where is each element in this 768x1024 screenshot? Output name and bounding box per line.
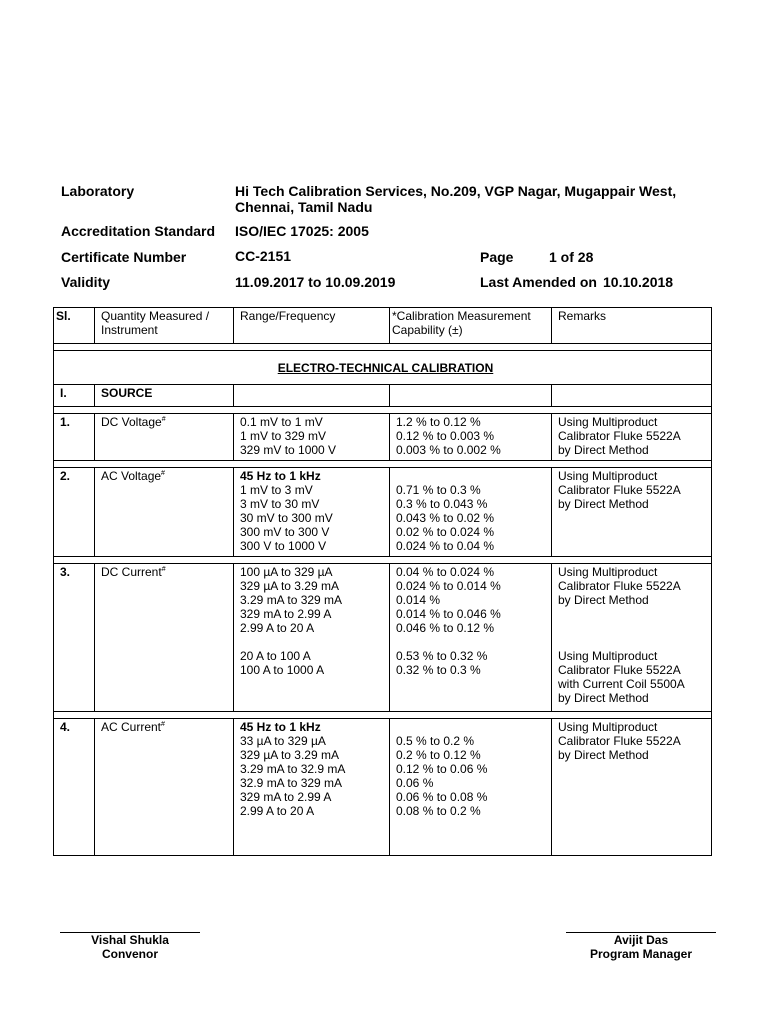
cmc-value: 0.53 % to 0.32 % bbox=[396, 649, 488, 663]
range-value: 300 mV to 300 V bbox=[240, 525, 330, 539]
remarks-text: Using Multiproduct bbox=[558, 649, 658, 663]
remarks-text: Calibrator Fluke 5522A bbox=[558, 663, 681, 677]
range-value: 20 A to 100 A bbox=[240, 649, 311, 663]
range-value: 300 V to 1000 V bbox=[240, 539, 327, 553]
row-number: 4. bbox=[60, 720, 71, 734]
remarks-text: Using Multiproduct bbox=[558, 720, 658, 734]
right-signatory-role: Program Manager bbox=[589, 947, 693, 961]
cmc-value: 1.2 % to 0.12 % bbox=[396, 415, 481, 429]
quantity-label: AC Current bbox=[101, 720, 162, 734]
cmc-value: 0.04 % to 0.024 % bbox=[396, 565, 495, 579]
cmc-value: 0.024 % to 0.014 % bbox=[396, 579, 501, 593]
range-value: 329 µA to 3.29 mA bbox=[240, 748, 339, 762]
range-value: 329 µA to 3.29 mA bbox=[240, 579, 339, 593]
cmc-value: 0.08 % to 0.2 % bbox=[396, 804, 481, 818]
range-value: 100 µA to 329 µA bbox=[240, 565, 333, 579]
range-value: 3.29 mA to 329 mA bbox=[240, 593, 343, 607]
table-header-row bbox=[54, 308, 712, 344]
header-quantity: Quantity Measured / Instrument bbox=[95, 308, 234, 344]
section-title: ELECTRO-TECHNICAL CALIBRATION bbox=[54, 351, 712, 385]
header-cmc: *Calibration Measurement Capability (±) bbox=[390, 308, 552, 344]
cmc-value: 0.12 % to 0.06 % bbox=[396, 762, 488, 776]
remarks-text: Using Multiproduct bbox=[558, 565, 658, 579]
cmc-value: 0.06 % to 0.08 % bbox=[396, 790, 488, 804]
range-value: 32.9 mA to 329 mA bbox=[240, 776, 343, 790]
range-value: 329 mA to 2.99 A bbox=[240, 607, 332, 621]
frequency-band: 45 Hz to 1 kHz bbox=[240, 469, 321, 483]
range-value: 329 mV to 1000 V bbox=[240, 443, 337, 457]
range-value: 1 mV to 329 mV bbox=[240, 429, 327, 443]
header-remarks: Remarks bbox=[552, 308, 712, 344]
range-value: 2.99 A to 20 A bbox=[240, 621, 315, 635]
accreditation-mark: # bbox=[161, 416, 166, 423]
range-value: 30 mV to 300 mV bbox=[240, 511, 333, 525]
validity-label: Validity bbox=[61, 274, 111, 290]
accreditation-mark: # bbox=[161, 566, 166, 573]
standard-label: Accreditation Standard bbox=[61, 223, 216, 239]
accreditation-mark: # bbox=[161, 470, 165, 477]
left-signatory-name: Vishal Shukla bbox=[91, 933, 169, 947]
cmc-value: 0.32 % to 0.3 % bbox=[396, 663, 481, 677]
cmc-value: 0.043 % to 0.02 % bbox=[396, 511, 495, 525]
row-number: 1. bbox=[60, 415, 71, 429]
remarks-text: Calibrator Fluke 5522A bbox=[558, 429, 681, 443]
certificate-label: Certificate Number bbox=[61, 249, 187, 265]
range-value: 100 A to 1000 A bbox=[240, 663, 325, 677]
source-row bbox=[54, 385, 712, 407]
remarks-text: Using Multiproduct bbox=[558, 469, 658, 483]
cmc-value: 0.5 % to 0.2 % bbox=[396, 734, 475, 748]
remarks-text: by Direct Method bbox=[558, 443, 649, 457]
quantity-label: DC Current bbox=[101, 565, 162, 579]
cmc-value: 0.3 % to 0.043 % bbox=[396, 497, 488, 511]
header-range: Range/Frequency bbox=[234, 308, 390, 344]
cmc-value: 0.02 % to 0.024 % bbox=[396, 525, 495, 539]
laboratory-value: Hi Tech Calibration Services, No.209, VGP Nagar, Mugappair West, Chennai, Tamil Nadu bbox=[235, 183, 677, 215]
table-row bbox=[54, 468, 712, 557]
left-signatory-role: Convenor bbox=[101, 947, 158, 961]
cmc-value: 0.2 % to 0.12 % bbox=[396, 748, 481, 762]
left-signatory bbox=[60, 933, 200, 961]
certificate-value: CC-2151 bbox=[235, 248, 292, 264]
quantity-label: AC Voltage bbox=[101, 469, 162, 483]
right-signatory-name: Avijit Das bbox=[613, 933, 669, 947]
accreditation-mark: # bbox=[161, 721, 165, 728]
cmc-value: 0.014 % to 0.046 % bbox=[396, 607, 501, 621]
remarks-text: by Direct Method bbox=[558, 691, 649, 705]
cmc-value: 0.12 % to 0.003 % bbox=[396, 429, 495, 443]
section-row bbox=[54, 351, 712, 385]
row-number: 3. bbox=[60, 565, 71, 579]
table-row bbox=[54, 719, 712, 856]
range-value: 3.29 mA to 32.9 mA bbox=[240, 762, 346, 776]
range-value: 0.1 mV to 1 mV bbox=[240, 415, 323, 429]
remarks-text: Calibrator Fluke 5522A bbox=[558, 483, 681, 497]
table-row bbox=[54, 564, 712, 712]
remarks-text: by Direct Method bbox=[558, 748, 649, 762]
range-value: 2.99 A to 20 A bbox=[240, 804, 315, 818]
table-row bbox=[54, 414, 712, 461]
header-sl: Sl. bbox=[54, 308, 95, 344]
cmc-value: 0.046 % to 0.12 % bbox=[396, 621, 495, 635]
range-value: 1 mV to 3 mV bbox=[240, 483, 313, 497]
amended-label: Last Amended on bbox=[480, 274, 597, 290]
remarks-text: by Direct Method bbox=[558, 497, 649, 511]
source-number: I. bbox=[54, 385, 95, 407]
range-value: 329 mA to 2.99 A bbox=[240, 790, 332, 804]
source-label: SOURCE bbox=[95, 385, 234, 407]
remarks-text: with Current Coil 5500A bbox=[558, 677, 685, 691]
cmc-value: 0.024 % to 0.04 % bbox=[396, 539, 495, 553]
page-label: Page bbox=[480, 249, 514, 265]
remarks-text: Calibrator Fluke 5522A bbox=[558, 734, 681, 748]
frequency-band: 45 Hz to 1 kHz bbox=[240, 720, 321, 734]
remarks-text: by Direct Method bbox=[558, 593, 649, 607]
standard-value: ISO/IEC 17025: 2005 bbox=[235, 223, 369, 239]
calibration-table bbox=[53, 307, 712, 856]
amended-value: 10.10.2018 bbox=[603, 274, 674, 290]
validity-value: 11.09.2017 to 10.09.2019 bbox=[235, 274, 396, 290]
row-number: 2. bbox=[60, 469, 71, 483]
page-value: 1 of 28 bbox=[549, 249, 594, 265]
right-signatory bbox=[566, 933, 716, 961]
range-value: 33 µA to 329 µA bbox=[240, 734, 326, 748]
quantity-label: DC Voltage bbox=[101, 415, 162, 429]
remarks-text: Calibrator Fluke 5522A bbox=[558, 579, 681, 593]
range-value: 3 mV to 30 mV bbox=[240, 497, 320, 511]
cmc-value: 0.06 % bbox=[396, 776, 434, 790]
cmc-value: 0.71 % to 0.3 % bbox=[396, 483, 481, 497]
cmc-value: 0.003 % to 0.002 % bbox=[396, 443, 501, 457]
remarks-text: Using Multiproduct bbox=[558, 415, 658, 429]
cmc-value: 0.014 % bbox=[396, 593, 441, 607]
laboratory-label: Laboratory bbox=[61, 183, 135, 199]
